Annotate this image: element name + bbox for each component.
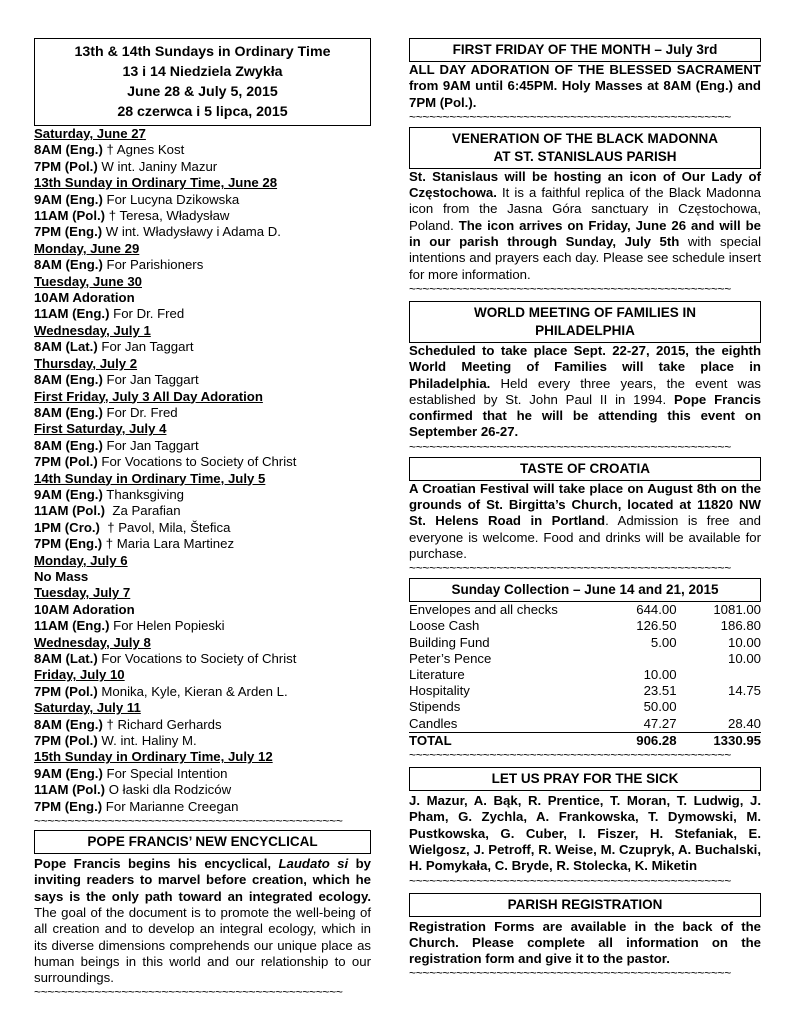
collection-row [409, 667, 761, 683]
mass-time: 7PM (Eng.) [34, 224, 103, 240]
day-heading-text: Monday, July 6 [34, 552, 128, 568]
collection-title: Sunday Collection – June 14 and 21, 2015 [451, 582, 719, 598]
sick-title: LET US PRAY FOR THE SICK [491, 771, 679, 787]
schedule-mass-line [34, 372, 371, 388]
mass-intention: Monika, Kyle, Kieran & Arden L. [97, 683, 288, 699]
collection-week-1: 10.00 [643, 667, 677, 683]
mass-intention: W. int. Haliny M. [97, 733, 197, 749]
registration-title-box [409, 893, 761, 917]
sick-list: J. Mazur, A. Bąk, R. Prentice, T. Moran, T. Ludwig, J. Pham, G. Zychla, A. Frankowska, T. Dymowski, M. Pustkowska, G. Cuber, I. Fiszer, H. Stefaniak, E. Wielgosz, J. Petroff, R. Weise, M. Czupryk, A. Buchalski, H. Pomykała, C. Bryde, R. Stolecka, K. Miketin [409, 793, 761, 874]
wmf-text: Scheduled to take place Sept. 22-27, 2015, the eighth World Meeting of Families will take place in Philadelphia. Held every three years, the event was established by St. John Paul II in 1994. Pope Francis confirmed that he will be attending this event on September 26-27. [409, 342, 761, 440]
schedule-mass-line [34, 438, 371, 454]
schedule-mass-line [34, 782, 371, 798]
collection-label: Envelopes and all checks [409, 602, 558, 618]
mass-intention: † Richard Gerhards [102, 716, 222, 732]
mass-time: 8AM (Eng.) [34, 437, 103, 453]
mass-time: 11AM (Eng.) [34, 618, 110, 634]
schedule-mass-line [34, 684, 371, 700]
mass-time: 10AM Adoration [34, 601, 135, 617]
schedule-mass-line [34, 487, 371, 503]
mass-time: 7PM (Pol.) [34, 683, 98, 699]
header-line-1: 13th & 14th Sundays in Ordinary Time [74, 44, 331, 60]
schedule-day-heading [34, 126, 371, 142]
mass-schedule [34, 126, 371, 815]
schedule-day-heading [34, 274, 371, 290]
divider: ~~~~~~~~~~~~~~~~~~~~~~~~~~~~~~~~~~~~~~~~~~~~~~~~ [409, 110, 731, 123]
bulletin-header [34, 38, 371, 126]
collection-label: Stipends [409, 699, 461, 715]
mass-intention: For Jan Taggart [97, 339, 194, 355]
schedule-day-heading [34, 175, 371, 191]
mass-intention: O łaski dla Rodziców [105, 782, 232, 798]
collection-week-2: 14.75 [727, 683, 761, 699]
schedule-mass-line [34, 257, 371, 273]
header-line-2: 13 i 14 Niedziela Zwykła [122, 64, 283, 80]
day-heading-text: 15th Sunday in Ordinary Time, July 12 [34, 749, 273, 765]
collection-row [409, 602, 761, 618]
schedule-day-heading [34, 553, 371, 569]
collection-row [409, 651, 761, 667]
mass-time: 9AM (Eng.) [34, 486, 103, 502]
schedule-mass-line [34, 520, 371, 536]
divider: ~~~~~~~~~~~~~~~~~~~~~~~~~~~~~~~~~~~~~~~~~~~~~~~~ [409, 874, 731, 887]
mass-intention: For Helen Popieski [109, 618, 225, 634]
collection-week-1: 5.00 [650, 634, 677, 650]
mass-time: 7PM (Pol.) [34, 454, 98, 470]
day-heading-text: Tuesday, June 30 [34, 273, 142, 289]
croatia-title-box [409, 457, 761, 481]
mass-time: No Mass [34, 568, 89, 584]
collection-week-2 [677, 699, 761, 715]
mass-time: 8AM (Lat.) [34, 651, 98, 666]
collection-row [409, 618, 761, 634]
schedule-mass-line [34, 224, 371, 240]
divider: ~~~~~~~~~~~~~~~~~~~~~~~~~~~~~~~~~~~~~~~~~~~~~~ [34, 815, 343, 828]
mass-time: 9AM (Eng.) [34, 765, 103, 781]
schedule-mass-line [34, 208, 371, 224]
collection-label: Literature [409, 667, 465, 683]
mass-intention: For Dr. Fred [109, 306, 185, 322]
collection-week-2: 10.00 [727, 650, 761, 666]
schedule-day-heading [34, 421, 371, 437]
collection-week-2: 10.00 [727, 634, 761, 650]
collection-row [409, 683, 761, 699]
first-friday-title: FIRST FRIDAY OF THE MONTH – July 3rd [452, 42, 718, 57]
right-column [409, 0, 761, 979]
schedule-mass-line [34, 290, 371, 306]
madonna-title-box [409, 127, 761, 169]
mass-intention: For Jan Taggart [102, 372, 199, 388]
encyclical-text: Pope Francis begins his encyclical, Laudato si by inviting readers to marvel before creation, which he says is the only path toward an integrated ecology. The goal of the document is to promote the well-being of all creation and to develop an integral ecology, which in its diverse dimensions comprehends our unique place as human beings in this world and our relationship to our surroundings. [34, 856, 371, 986]
madonna-title-1: VENERATION OF THE BLACK MADONNA [452, 130, 718, 146]
mass-intention: For Vocations to Society of Christ [97, 454, 297, 470]
schedule-mass-line [34, 142, 371, 158]
collection-week-1: 50.00 [643, 699, 677, 715]
day-heading-text: First Saturday, July 4 [34, 421, 167, 437]
schedule-mass-line [34, 651, 371, 667]
day-heading-text: Monday, June 29 [34, 240, 140, 256]
divider: ~~~~~~~~~~~~~~~~~~~~~~~~~~~~~~~~~~~~~~~~~~~~~~ [34, 986, 343, 999]
day-heading-text: First Friday, July 3 All Day Adoration [34, 388, 263, 404]
mass-intention: † Teresa, Władysław [105, 208, 230, 224]
divider: ~~~~~~~~~~~~~~~~~~~~~~~~~~~~~~~~~~~~~~~~~~~~~~~~ [409, 967, 731, 980]
day-heading-text: Saturday, July 11 [34, 700, 141, 716]
mass-intention: † Agnes Kost [102, 142, 185, 158]
collection-row [409, 716, 761, 733]
total-label: TOTAL [409, 732, 605, 749]
day-heading-text: 13th Sunday in Ordinary Time, June 28 [34, 175, 278, 191]
registration-text: Registration Forms are available in the back of the Church. Please complete all information on the registration form and give it to the pastor. [409, 918, 761, 967]
schedule-mass-line [34, 733, 371, 749]
schedule-mass-line [34, 192, 371, 208]
sick-title-box [409, 767, 761, 791]
schedule-mass-line [34, 503, 371, 519]
header-line-4: 28 czerwca i 5 lipca, 2015 [117, 104, 288, 120]
mass-intention: W int. Władysławy i Adama D. [102, 224, 281, 240]
collection-week-2 [677, 667, 761, 683]
day-heading-text: Friday, July 10 [34, 667, 125, 683]
divider: ~~~~~~~~~~~~~~~~~~~~~~~~~~~~~~~~~~~~~~~~~~~~~~~~ [409, 440, 731, 453]
divider: ~~~~~~~~~~~~~~~~~~~~~~~~~~~~~~~~~~~~~~~~~~~~~~~~ [409, 562, 731, 575]
mass-time: 7PM (Eng.) [34, 536, 103, 552]
mass-time: 1PM (Cro.) [34, 519, 100, 535]
collection-label: Loose Cash [409, 618, 480, 634]
schedule-day-heading [34, 700, 371, 716]
collection-row [409, 635, 761, 651]
croatia-title: TASTE OF CROATIA [520, 460, 650, 476]
mass-intention: † Maria Lara Martinez [102, 536, 235, 552]
header-line-3: June 28 & July 5, 2015 [127, 84, 278, 100]
schedule-mass-line [34, 717, 371, 733]
madonna-text: St. Stanislaus will be hosting an icon of Our Lady of Częstochowa. It is a faithful replica of the Black Madonna icon from the Jasna Góra sanctuary in Częstochowa, Poland. The icon arrives on Friday, June 26 and will be in our parish through Sunday, July 5th with special intentions and prayers each day. Please see schedule insert for more information. [409, 168, 761, 282]
mass-time: 8AM (Eng.) [34, 372, 103, 388]
wmf-title-1: WORLD MEETING OF FAMILIES IN [474, 304, 696, 320]
collection-week-2: 1081.00 [713, 602, 761, 618]
divider: ~~~~~~~~~~~~~~~~~~~~~~~~~~~~~~~~~~~~~~~~~~~~~~~~ [409, 282, 731, 295]
day-heading-text: Thursday, July 2 [34, 355, 138, 371]
collection-table [409, 602, 761, 749]
schedule-mass-line [34, 799, 371, 815]
mass-intention: For Marianne Creegan [102, 798, 239, 814]
left-column [34, 0, 371, 998]
schedule-day-heading [34, 585, 371, 601]
mass-intention: For Parishioners [102, 257, 204, 273]
mass-time: 11AM (Pol.) [34, 782, 106, 798]
collection-label: Building Fund [409, 634, 490, 650]
encyclical-title: POPE FRANCIS’ NEW ENCYCLICAL [87, 834, 318, 850]
mass-intention: For Jan Taggart [102, 437, 199, 453]
mass-intention: Thanksgiving [102, 486, 185, 502]
mass-intention: For Vocations to Society of Christ [97, 651, 297, 666]
mass-time: 8AM (Eng.) [34, 257, 103, 273]
collection-row [409, 699, 761, 715]
mass-time: 8AM (Lat.) [34, 339, 98, 355]
schedule-mass-line [34, 159, 371, 175]
day-heading-text: Saturday, June 27 [34, 126, 146, 141]
mass-time: 8AM (Eng.) [34, 404, 103, 420]
collection-week-2: 28.40 [727, 715, 761, 731]
mass-time: 11AM (Eng.) [34, 306, 110, 322]
mass-intention: † Pavol, Mila, Štefica [99, 519, 231, 535]
schedule-mass-line [34, 306, 371, 322]
collection-label: Candles [409, 715, 458, 731]
wmf-title-2: PHILADELPHIA [535, 322, 635, 338]
mass-time: 11AM (Pol.) [34, 208, 106, 224]
madonna-title-2: AT ST. STANISLAUS PARISH [493, 148, 677, 164]
mass-intention: Za Parafian [105, 503, 181, 519]
mass-time: 9AM (Eng.) [34, 191, 103, 207]
schedule-mass-line [34, 766, 371, 782]
first-friday-title-box [409, 38, 761, 62]
collection-label: Hospitality [409, 683, 470, 699]
schedule-day-heading [34, 471, 371, 487]
mass-time: 7PM (Pol.) [34, 158, 98, 174]
schedule-day-heading [34, 241, 371, 257]
schedule-day-heading [34, 635, 371, 651]
schedule-day-heading [34, 356, 371, 372]
day-heading-text: Tuesday, July 7 [34, 585, 131, 601]
schedule-day-heading [34, 323, 371, 339]
mass-intention: For Lucyna Dzikowska [102, 191, 240, 207]
mass-intention: For Dr. Fred [102, 404, 178, 420]
schedule-mass-line [34, 618, 371, 634]
mass-time: 8AM (Eng.) [34, 716, 103, 732]
mass-time: 7PM (Eng.) [34, 798, 103, 814]
collection-title-box [409, 578, 761, 602]
mass-intention: For Special Intention [102, 765, 228, 781]
schedule-mass-line [34, 454, 371, 470]
schedule-mass-line [34, 536, 371, 552]
collection-week-2: 186.80 [720, 618, 761, 634]
wmf-title-box [409, 301, 761, 343]
collection-label: Peter’s Pence [409, 650, 492, 666]
schedule-day-heading [34, 667, 371, 683]
encyclical-title-box [34, 830, 371, 854]
collection-week-1: 23.51 [643, 683, 677, 699]
first-friday-text: ALL DAY ADORATION OF THE BLESSED SACRAMENT from 9AM until 6:45PM. Holy Masses at 8AM (Eng.) and 7PM (Pol.). [409, 62, 761, 110]
schedule-day-heading [34, 389, 371, 405]
registration-title: PARISH REGISTRATION [507, 896, 663, 912]
day-heading-text: Wednesday, July 1 [34, 322, 151, 338]
divider: ~~~~~~~~~~~~~~~~~~~~~~~~~~~~~~~~~~~~~~~~~~~~~~~~ [409, 749, 731, 762]
schedule-mass-line [34, 602, 371, 618]
mass-intention: W int. Janiny Mazur [97, 158, 218, 174]
mass-time: 8AM (Eng.) [34, 142, 103, 158]
schedule-mass-line [34, 405, 371, 421]
mass-time: 10AM Adoration [34, 290, 135, 306]
collection-week-1: 126.50 [636, 618, 677, 634]
croatia-text: A Croatian Festival will take place on August 8th on the grounds of St. Birgitta’s Church, located at 11820 NW St. Helens Road in Portland. Admission is free and everyone is welcome. Food and drinks will be available for purchase. [409, 480, 761, 561]
day-heading-text: Wednesday, July 8 [34, 634, 151, 650]
mass-time: 11AM (Pol.) [34, 503, 106, 519]
collection-week-1: 644.00 [636, 602, 677, 618]
collection-total-row [409, 732, 761, 749]
schedule-day-heading [34, 749, 371, 765]
collection-week-1: 47.27 [643, 715, 677, 731]
schedule-mass-line [34, 339, 371, 355]
mass-time: 7PM (Pol.) [34, 733, 98, 749]
schedule-mass-line [34, 569, 371, 585]
day-heading-text: 14th Sunday in Ordinary Time, July 5 [34, 470, 266, 486]
total-week-2: 1330.95 [677, 732, 761, 749]
total-week-1: 906.28 [605, 732, 677, 749]
collection-week-1 [605, 651, 677, 667]
